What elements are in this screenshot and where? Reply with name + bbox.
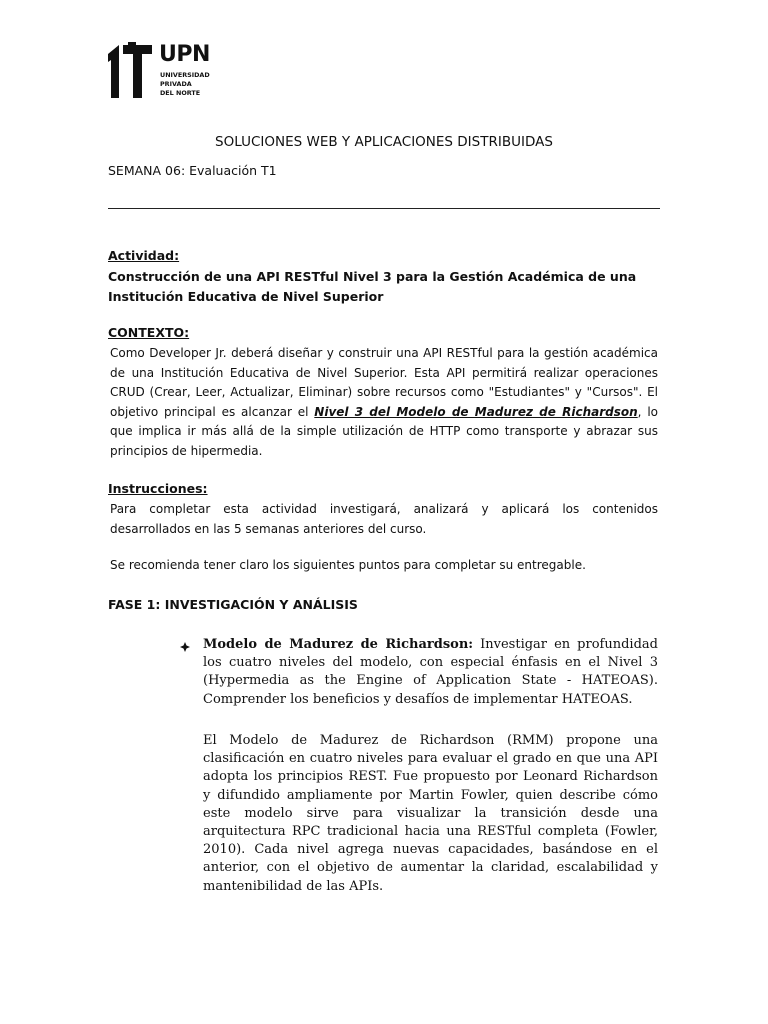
logo-subline: DEL NORTE xyxy=(160,89,201,97)
context-label: CONTEXTO: xyxy=(108,325,190,340)
context-text: , lo que implica ir más allá de la simple utilización de HTTP como transporte y abrazar sus principios de hipermedia. xyxy=(110,404,659,458)
context-emphasis: Nivel 3 del Modelo de Madurez de Richardson xyxy=(314,404,638,419)
context-paragraph xyxy=(110,344,658,461)
diamond-bullet-icon xyxy=(180,642,190,652)
course-title: SOLUCIONES WEB Y APLICACIONES DISTRIBUIDAS xyxy=(215,134,553,150)
header-divider xyxy=(108,208,660,209)
instructions-paragraph: Para completar esta actividad investigará, analizará y aplicará los contenidos desarrollados en las 5 semanas anteriores del curso. xyxy=(110,502,658,536)
logo-subline: PRIVADA xyxy=(160,80,192,88)
activity-label: Actividad: xyxy=(108,248,180,263)
logo-subline: UNIVERSIDAD xyxy=(160,71,210,79)
activity-title: Construcción de una API RESTful Nivel 3 para la Gestión Académica de una Institución Educativa de Nivel Superior xyxy=(108,269,637,304)
bullet-item xyxy=(203,636,658,709)
upn-logo-mark-icon xyxy=(108,42,156,98)
logo-wordmark: UPN xyxy=(159,42,210,67)
phase-heading: FASE 1: INVESTIGACIÓN Y ANÁLISIS xyxy=(108,597,358,612)
bullet-bold-term: Modelo de Madurez de Richardson: xyxy=(203,637,474,652)
week-label: SEMANA 06: Evaluación T1 xyxy=(108,163,277,178)
bullet-text: Investigar en profundidad los cuatro niveles del modelo, con especial énfasis en el Nivel 3 (Hypermedia as the Engine of Application State - HATEOAS). Comprender los beneficios y desafíos de implementar HATEOAS. xyxy=(203,637,658,707)
logo-subtitle xyxy=(160,71,220,98)
context-text: Como Developer Jr. deberá diseñar y construir una API RESTful para la gestión académica de una Institución Educativa de Nivel Superior. Esta API permitirá realizar operaciones CRUD (Crear, Leer, Actualizar, Eliminar) sobre recursos como "Estudiantes" y "Cursos". El objetivo principal es alcanzar el xyxy=(110,346,658,419)
upn-logo xyxy=(108,42,218,100)
rmm-paragraph: El Modelo de Madurez de Richardson (RMM) propone una clasificación en cuatro niveles para evaluar el grado en que una API adopta los principios REST. Fue propuesto por Leonard Richardson y difundido ampliamente por Martin Fowler, quien describe cómo este modelo sirve para visualizar la transición desde una arquitectura RPC tradicional hacia una RESTful completa (Fowler, 2010). Cada nivel agrega nuevas capacidades, basándose en el anterior, con el objetivo de aumentar la claridad, escalabilidad y mantenibilidad de las APIs. xyxy=(203,733,658,894)
recommendation-text: Se recomienda tener claro los siguientes puntos para completar su entregable. xyxy=(110,558,586,572)
instructions-label: Instrucciones: xyxy=(108,481,208,496)
